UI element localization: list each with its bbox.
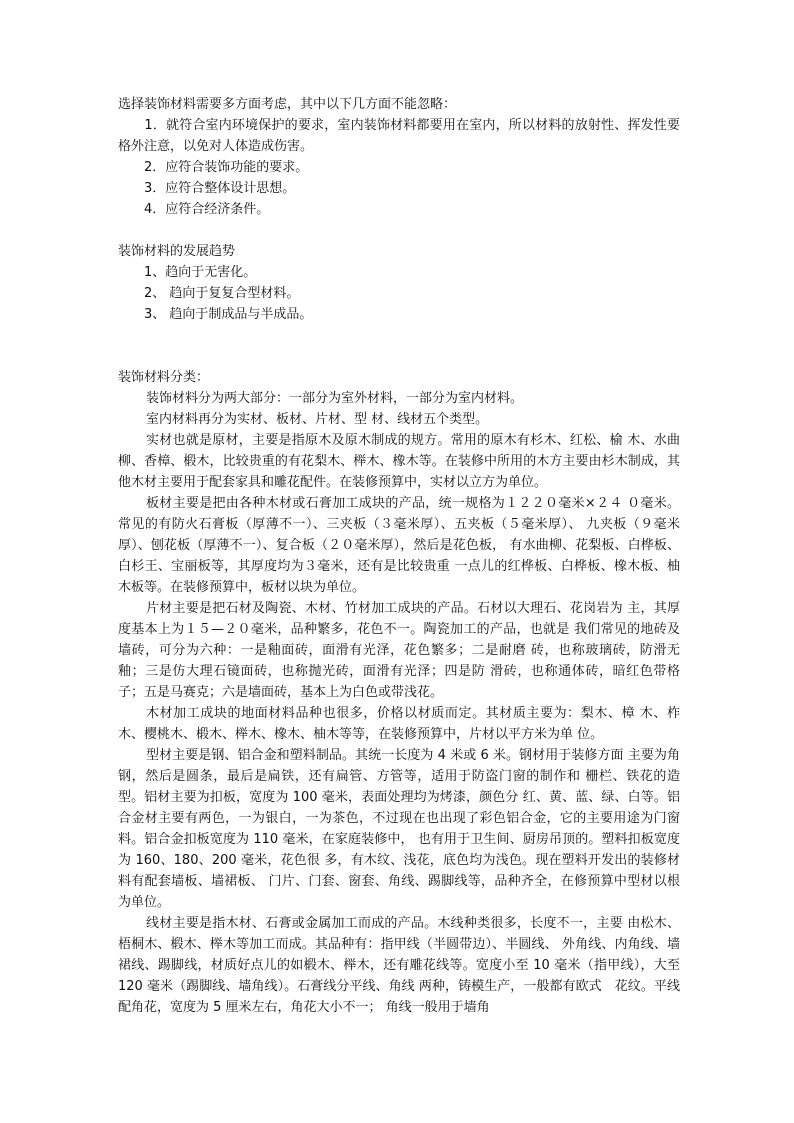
list-item: 2．应符合装饰功能的要求。 [118, 160, 309, 175]
paragraph: 片材主要是把石材及陶瓷、木材、竹材加工成块的产品。石材以大理石、花岗岩为 主，其厚度基本上为１５—２０毫米，品种繁多，花色不一。陶瓷加工的产品，也就是 我们常见的地砖及墙砖，可分为六种：一是釉面砖，面滑有光泽，花色繁多；二是耐磨 砖，也称玻璃砖，防滑无釉；三是仿大理石镜面砖，也称抛光砖，面滑有光泽；四是防 滑砖，也称通体砖，暗红色带格子；五是马赛克；六是墙面砖，基本上为白色或带浅花。 [118, 601, 680, 700]
document-page [118, 94, 680, 1018]
section-heading: 装饰材料的发展趋势 [118, 244, 236, 259]
list-item: 4．应符合经济条件。 [118, 202, 270, 217]
spacer [118, 220, 680, 241]
list-item: 1．就符合室内环境保护的要求，室内装饰材料都要用在室内，所以材料的放射性、挥发性要格外注意，以免对人体造成伤害。 [118, 118, 680, 154]
paragraph: 实材也就是原材，主要是指原木及原木制成的规方。常用的原木有杉木、红松、榆 木、水曲柳、香樟、椴木，比较贵重的有花梨木、榉木、橡木等。在装修中所用的木方主要由杉木制成，其他木材主要用于配套家具和雕花配件。在装修预算中，实材以立方为单位。 [118, 433, 680, 490]
paragraph: 板材主要是把由各种木材或石膏加工成块的产品，统一规格为１２２０毫米×２４ ０毫米。常见的有防火石膏板（厚薄不一）、三夹板（３毫米厚）、五夹板（５毫米厚）、 九夹板（９毫米厚）、刨花板（厚薄不一）、复合板（２０毫米厚），然后是花色板， 有水曲柳、花梨板、白桦板、白杉王、宝丽板等，其厚度均为３毫米，还有是比较贵重 一点儿的红桦板、白桦板、橡木板、柚木板等。在装修预算中，板材以块为单位。 [118, 496, 680, 595]
section-heading: 装饰材料分类： [118, 370, 210, 385]
list-item: 1、趋向于无害化。 [118, 265, 257, 280]
paragraph: 型材主要是钢、铝合金和塑料制品。其统一长度为 4 米或 6 米。钢材用于装修方面 主要为角钢，然后是圆条，最后是扁铁，还有扁管、方管等，适用于防盗门窗的制作和 栅栏、铁花的造型。铝材主要为扣板，宽度为 100 毫米，表面处理均为烤漆，颜色分 红、黄、蓝、绿、白等。铝合金材主要有两色，一为银白，一为茶色，不过现在也出现了彩色铝合金，它的主要用途为门窗料。铝合金扣板宽度为 110 毫米，在家庭装修中， 也有用于卫生间、厨房吊顶的。塑料扣板宽度为 160、180、200 毫米，花色很 多，有木纹、浅花，底色均为浅色。现在塑料开发出的装修材料有配套墙板、墙裙板、 门片、门套、窗套、角线、踢脚线等，品种齐全，在修预算中型材以根为单位。 [118, 748, 680, 910]
list-item: 3．应符合整体设计思想。 [118, 181, 296, 196]
paragraph: 装饰材料分为两大部分：一部分为室外材料，一部分为室内材料。 [146, 391, 524, 406]
paragraph: 室内材料再分为实材、板材、片材、型 材、线材五个类型。 [146, 412, 489, 427]
paragraph: 木材加工成块的地面材料品种也很多，价格以材质而定。其材质主要为：梨木、樟 木、柞木、樱桃木、椴木、榉木、橡木、柚木等等，在装修预算中，片材以平方米为单 位。 [118, 706, 680, 742]
list-item: 3、 趋向于制成品与半成品。 [118, 307, 313, 322]
spacer [118, 325, 680, 367]
list-item: 2、 趋向于复复合型材料。 [118, 286, 300, 301]
section1-intro: 选择装饰材料需要多方面考虑，其中以下几方面不能忽略： [118, 97, 457, 112]
paragraph: 线材主要是指木材、石膏或金属加工而成的产品。木线种类很多，长度不一，主要 由松木、梧桐木、椴木、榉木等加工而成。其品种有：指甲线（半圆带边）、半圆线、 外角线、内角线、墙裙线、踢脚线，材质好点儿的如椴木、榉木，还有雕花线等。宽度小至 10 毫米（指甲线），大至 120 毫米（踢脚线、墙角线）。石膏线分平线、角线 两种，铸模生产，一般都有欧式 花纹。平线配角花，宽度为 5 厘米左右，角花大小不一； 角线一般用于墙角 [118, 916, 680, 1015]
